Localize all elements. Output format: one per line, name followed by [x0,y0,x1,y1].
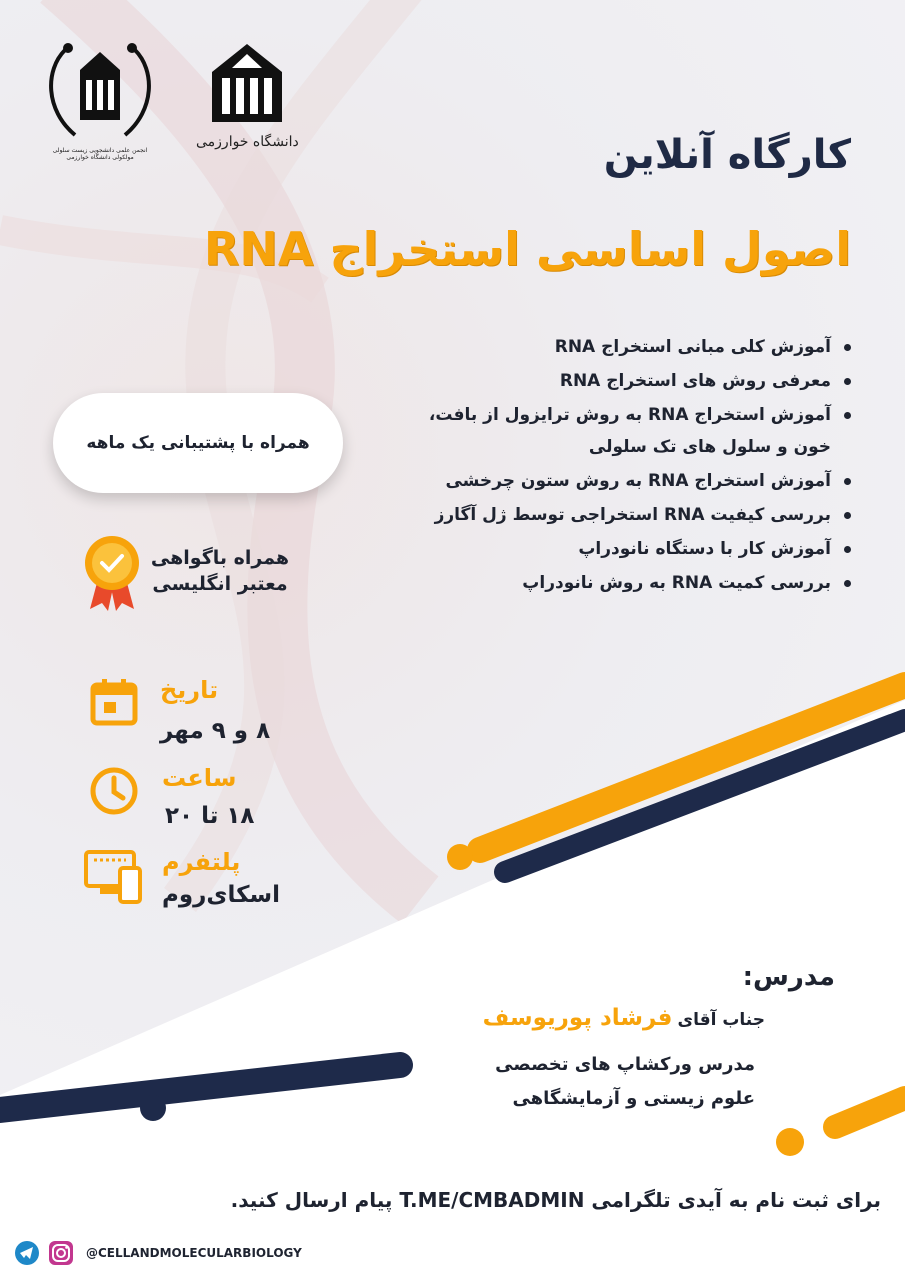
platform-label: پلتفرم [162,848,241,876]
association-logo-icon [40,40,160,145]
footer-social [14,1240,302,1266]
instagram-icon[interactable] [48,1240,74,1266]
certificate-text [140,545,300,597]
association-logo-caption: انجمن علمی دانشجویی زیست سلولی مولکولی دانشگاه خوارزمی [52,147,148,161]
devices-icon [84,850,144,904]
teacher-heading: مدرس: [742,962,835,992]
registration-text: برای ثبت نام به آیدی تلگرامی T.ME/CMBADMIN پیام ارسال کنید. [230,1188,881,1212]
time-value: ۱۸ تا ۲۰ [165,803,255,829]
topic-item: آموزش استخراج RNA به روش ترایزول از بافت، [367,404,857,426]
date-value: ۸ و ۹ مهر [160,718,271,744]
teacher-name: فرشاد پوریوسف [482,1005,673,1031]
support-text: همراه با پشتیبانی یک ماهه [86,433,310,453]
topic-item: بررسی کمیت RNA به روش نانودراپ [367,572,857,594]
social-handle[interactable]: @CELLANDMOLECULARBIOLOGY [86,1246,302,1260]
certificate-medal-icon [82,535,142,611]
title-online-workshop: کارگاه آنلاین [603,132,851,178]
date-label: تاریخ [160,676,219,704]
platform-value: اسکای‌روم [162,882,280,908]
time-label: ساعت [162,764,237,792]
teacher-prefix: جناب آقای [677,1010,765,1030]
teacher-desc-line1: مدرس ورکشاپ های تخصصی [495,1054,755,1075]
topic-item: آموزش کار با دستگاه نانودراپ [367,538,857,560]
university-logo-caption: دانشگاه خوارزمی [196,134,299,150]
topics-list [367,336,857,606]
topic-item-continuation: خون و سلول های تک سلولی [588,437,831,457]
teacher-name-line [483,1005,765,1031]
support-badge [53,393,343,493]
certificate-line1: همراه باگواهی [150,547,290,569]
university-logo [196,42,299,150]
title-rna-extraction: اصول اساسی استخراج RNA [203,222,851,276]
topic-item: آموزش استخراج RNA به روش ستون چرخشی [367,470,857,492]
teacher-description [455,1048,755,1116]
topic-item: بررسی کیفیت RNA استخراجی توسط ژل آگارز [367,504,857,526]
topic-item: آموزش کلی مبانی استخراج RNA [367,336,857,358]
certificate-line2: معتبر انگلیسی [152,573,288,595]
association-logo [40,40,160,161]
clock-icon [89,766,139,816]
topic-item: معرفی روش های استخراج RNA [367,370,857,392]
university-logo-icon [202,42,292,132]
calendar-icon [90,678,138,726]
teacher-desc-line2: علوم زیستی و آزمایشگاهی [512,1088,755,1109]
telegram-icon[interactable] [14,1240,40,1266]
